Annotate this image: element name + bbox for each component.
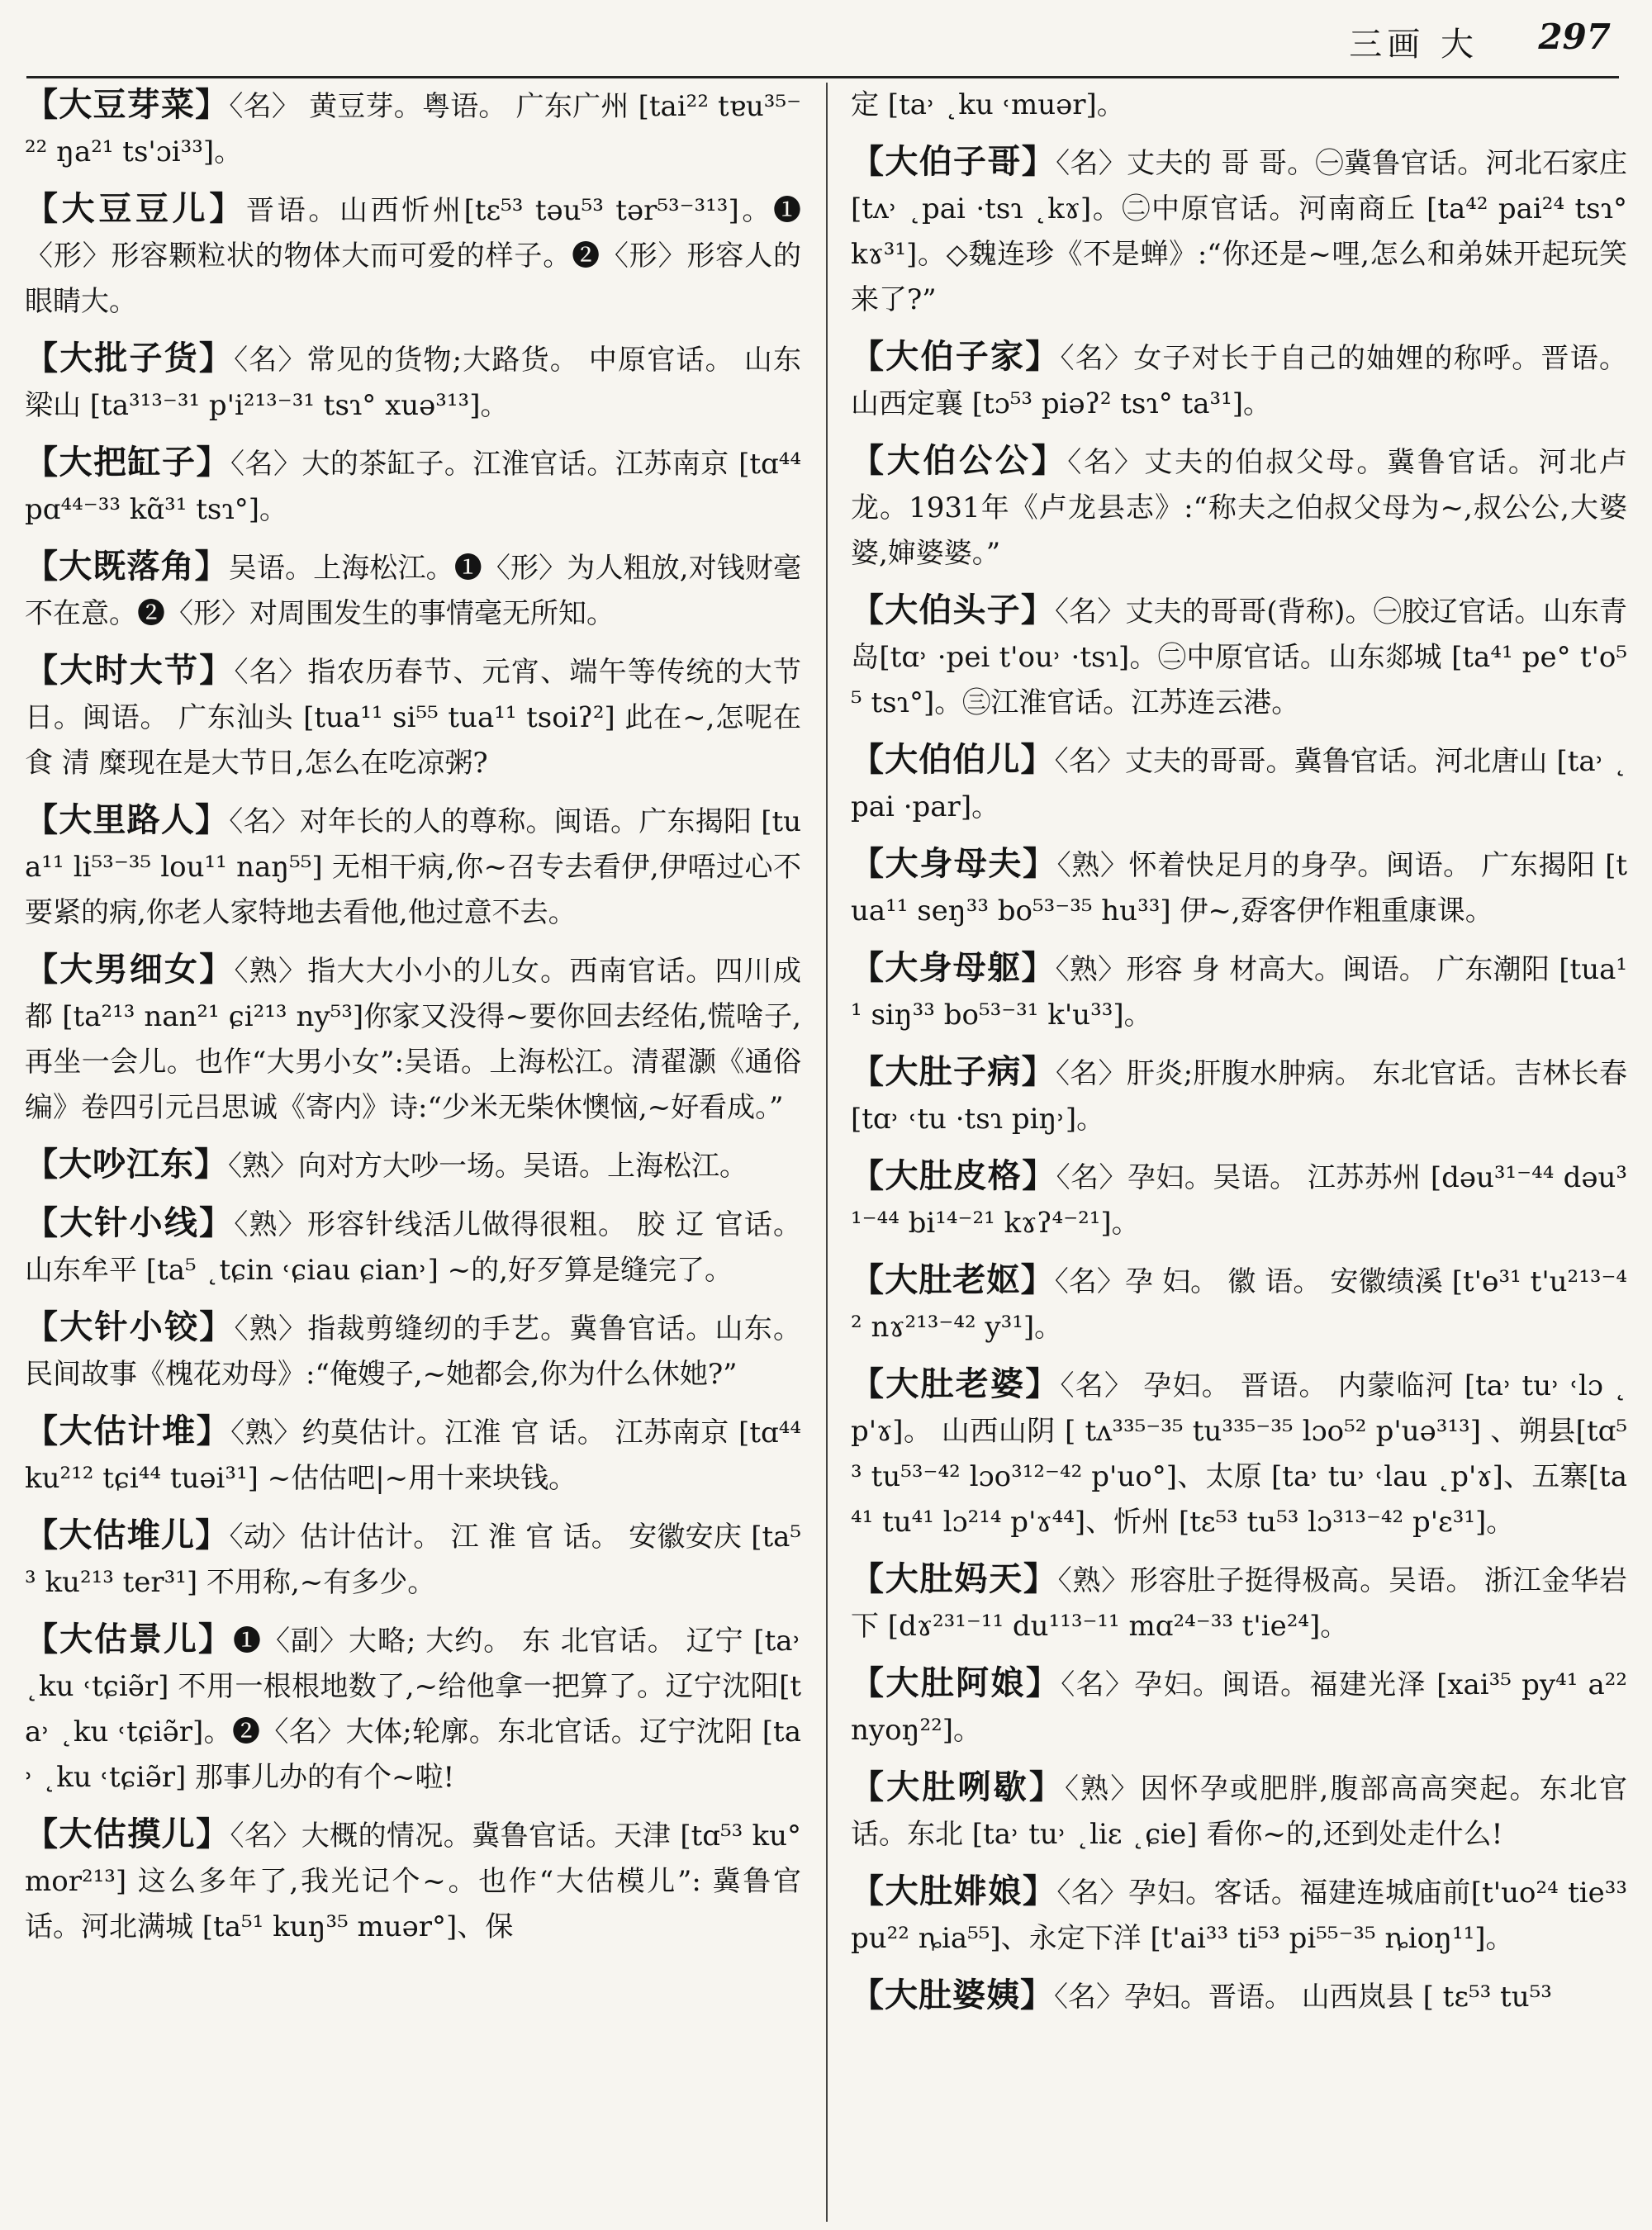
headword-text: 大估景儿 (59, 1620, 198, 1658)
entry-headword: 【大伯子家】 (851, 338, 1061, 376)
headword-text: 大里路人 (59, 801, 196, 839)
headword-text: 大伯子哥 (885, 143, 1022, 181)
entry-definition: 〈熟〉形容 身 材高大。闽语。 广东潮阳 [tua¹¹ siŋ³³ bo⁵³⁻³¹ k'u³³]。 (851, 953, 1627, 1032)
entry-headword: 【大肚婆姨】 (851, 1976, 1054, 2014)
entry-definition: 〈名〉 黄豆芽。粤语。 广东广州 [tai²² tɐu³⁵⁻²² ŋa²¹ ts'ɔi³³]。 (25, 90, 801, 168)
dictionary-entry (25, 544, 801, 637)
right-column (851, 83, 1627, 2222)
headword-text: 大身母躯 (885, 949, 1022, 987)
entry-headword: 【大伯公公】 (851, 442, 1068, 480)
dictionary-entry (851, 334, 1627, 427)
entry-definition: 〈熟〉形容针线活儿做得很粗。 胶 辽 官话。山东牟平 [ta⁵ ˛tɕin ˓ɕiau ɕian˒] ~的,好歹算是缝完了。 (25, 1208, 801, 1287)
headword-text: 大豆豆儿 (61, 190, 210, 228)
page-number: 297 (1538, 17, 1611, 57)
entry-headword: 【大估堆儿】 (25, 1516, 230, 1554)
entry-definition: 定 [ta˒ ˛ku ˓muər]。 (851, 88, 1125, 121)
entry-headword: 【大豆芽菜】 (25, 86, 230, 124)
entry-headword: 【大肚老婆】 (851, 1365, 1061, 1403)
headword-text: 大肚阿娘 (885, 1664, 1026, 1702)
headword-text: 大吵江东 (59, 1146, 194, 1184)
headword-text: 大肚皮格 (885, 1157, 1023, 1195)
entry-definition: ❶〈副〉大略; 大约。 东 北官话。 辽宁 [ta˒ ˛ku ˓tɕiə̃r] 不用一根根地数了,~给他拿一把算了。辽宁沈阳[ta˒ ˛ku ˓tɕiə̃r]。❷〈名〉大体;轮廓。东北官话。辽宁沈阳 [ta˒ ˛ku ˓tɕiə̃r] 那事儿办的有个~啦! (25, 1625, 801, 1794)
dictionary-entry (25, 1812, 801, 1950)
entry-headword: 【大针小铰】 (25, 1308, 235, 1346)
dictionary-entry (25, 1409, 801, 1502)
headword-text: 大豆芽菜 (59, 86, 196, 124)
dictionary-entry (851, 439, 1627, 576)
dictionary-entry (851, 588, 1627, 726)
entry-headword: 【大伯头子】 (851, 591, 1056, 629)
entry-headword: 【大豆豆儿】 (25, 190, 246, 228)
headword-text: 大估摸儿 (59, 1815, 197, 1853)
headword-text: 大伯伯儿 (885, 741, 1021, 779)
entry-definition: 〈名〉女子对长于自己的妯娌的称呼。晋语。山西定襄 [tɔ⁵³ piəʔ² tsɿ° ta³¹]。 (851, 342, 1627, 420)
entry-definition: 〈名〉丈夫的哥哥(背称)。㊀胶辽官话。山东青岛[tɑ˒ ·pei t'ou˒ ·tsɿ]。㊁中原官话。山东郯城 [ta⁴¹ pe° t'o⁵⁵ tsɿ°]。㊂江淮官话。江苏连云港。 (851, 595, 1627, 719)
headword-text: 大肚子病 (885, 1053, 1022, 1091)
entry-definition: 吴语。上海松江。❶〈形〉为人粗放,对钱财毫不在意。❷〈形〉对周围发生的事情毫无所知。 (25, 552, 801, 630)
entry-headword: 【大伯伯儿】 (851, 741, 1055, 779)
entry-headword: 【大肚皮格】 (851, 1157, 1056, 1195)
entry-headword: 【大估计堆】 (25, 1412, 231, 1450)
headword-text: 大批子货 (59, 339, 199, 377)
entry-definition: 〈动〉估计估计。 江 淮 官 话。 安徽安庆 [ta⁵³ ku²¹³ ter³¹] 不用称,~有多少。 (25, 1521, 801, 1599)
entry-definition: 〈熟〉向对方大吵一场。吴语。上海松江。 (228, 1150, 748, 1183)
headword-text: 大把缸子 (59, 444, 197, 482)
entry-definition: 〈熟〉形容肚子挺得极高。吴语。 浙江金华岩下 [dɤ²³¹⁻¹¹ du¹¹³⁻¹¹ mɑ²⁴⁻³³ t'ie²⁴]。 (851, 1564, 1627, 1643)
entry-definition: 晋语。山西忻州[tɛ⁵³ təu⁵³ tər⁵³⁻³¹³]。❶〈形〉形容颗粒状的物体大而可爱的样子。❷〈形〉形容人的眼睛大。 (25, 194, 801, 318)
entry-definition: 〈熟〉指裁剪缝纫的手艺。冀鲁官话。山东。民间故事《槐花劝母》:“俺嫂子,~她都会,你为什么休她?” (25, 1312, 801, 1391)
dictionary-entry (851, 1362, 1627, 1545)
dictionary-entry (25, 648, 801, 786)
dictionary-entry (851, 842, 1627, 934)
entry-headword: 【大身母躯】 (851, 949, 1056, 987)
headword-text: 大肚老婆 (885, 1365, 1026, 1403)
headword-text: 大男细女 (59, 951, 200, 989)
entry-definition: 〈名〉孕妇。吴语。 江苏苏州 [dəu³¹⁻⁴⁴ dəu³¹⁻⁴⁴ bi¹⁴⁻²¹ kɤʔ⁴⁻²¹]。 (851, 1161, 1627, 1240)
dictionary-entry (25, 83, 801, 175)
entry-headword: 【大肚咧歇】 (851, 1768, 1066, 1806)
entry-headword: 【大时大节】 (25, 652, 235, 690)
entry-headword: 【大里路人】 (25, 801, 230, 839)
dictionary-entry (851, 83, 1627, 128)
dictionary-entry (851, 1869, 1627, 1962)
entry-definition: 〈名〉肝炎;肝腹水肿病。 东北官话。吉林长春[tɑ˒ ˓tu ·tsɿ piŋ˒]。 (851, 1057, 1627, 1136)
headword-text: 大肚婆姨 (885, 1976, 1020, 2014)
dictionary-entry (25, 1617, 801, 1801)
entry-headword: 【大针小线】 (25, 1204, 235, 1242)
entry-definition: 〈名〉大概的情况。冀鲁官话。天津 [tɑ⁵³ ku° mor²¹³] 这么多年了,我光记个~。也作“大估模儿”: 冀鲁官话。河北满城 [ta⁵¹ kuŋ³⁵ muər°]、保 (25, 1820, 801, 1943)
entry-definition: 〈熟〉指大大小小的儿女。西南官话。四川成都 [ta²¹³ nan²¹ ɕi²¹³ ny⁵³]你家又没得~要你回去经佑,慌啥子,再坐一会儿。也作“大男小女”:吴语。上海松江。清翟灏《通俗编》卷四引元吕思诚《寄内》诗:“少米无柴休懊恼,~好看成。” (25, 955, 801, 1124)
entry-definition: 〈名〉孕妇。闽语。福建光泽 [xai³⁵ py⁴¹ a²² nyoŋ²²]。 (851, 1668, 1627, 1747)
entry-definition: 〈名〉孕妇。晋语。 山西岚县 [ tɛ⁵³ tu⁵³ (1054, 1981, 1552, 2014)
headword-text: 大肚妈天 (885, 1560, 1023, 1598)
dictionary-entry (25, 1513, 801, 1606)
entry-headword: 【大身母夫】 (851, 845, 1057, 883)
dictionary-entry (851, 946, 1627, 1038)
dictionary-entry (25, 336, 801, 429)
headword-text: 大时大节 (59, 652, 200, 690)
dictionary-entry (25, 187, 801, 325)
entry-definition: 〈名〉丈夫的哥哥。冀鲁官话。河北唐山 [ta˒ ˛pai ·par]。 (851, 745, 1627, 823)
entry-definition: 〈熟〉因怀孕或肥胖,腹部高高突起。东北官话。东北 [ta˒ tu˒ ˛liɛ ˛ɕie] 看你~的,还到处走什么! (851, 1772, 1627, 1851)
headword-text: 大伯头子 (885, 591, 1021, 629)
left-column (25, 83, 801, 2222)
headword-text: 大身母夫 (885, 845, 1023, 883)
entry-headword: 【大肚阿娘】 (851, 1664, 1061, 1702)
entry-definition: 〈名〉 孕妇。 晋语。 内蒙临河 [ta˒ tu˒ ˓lɔ ˛p'ɤ]。 山西山阴 [ tʌ³³⁵⁻³⁵ tu³³⁵⁻³⁵ lɔo⁵² p'uə³¹³] 、朔县[tɑ⁵³ tu⁵³⁻⁴² lɔo³¹²⁻⁴² p'uo°]、太原 [ta˒ tu˒ ˓lau ˛p'ɤ]、五寨[ta⁴¹ tu⁴¹ lɔ²¹⁴ p'ɤ⁴⁴]、忻州 [tɛ⁵³ tu⁵³ lɔ³¹³⁻⁴² p'ɛ³¹]。 (851, 1369, 1627, 1539)
dictionary-entry (851, 738, 1627, 830)
headword-text: 大肚婔娘 (885, 1872, 1023, 1910)
section-title: 三画 大 (1349, 26, 1479, 64)
dictionary-entry (25, 798, 801, 936)
headword-text: 大估计堆 (59, 1412, 197, 1450)
headword-text: 大肚老妪 (885, 1261, 1021, 1299)
dictionary-entry (851, 140, 1627, 323)
page-header (0, 0, 1652, 76)
headword-text: 大估堆儿 (59, 1516, 196, 1554)
entry-definition: 〈名〉对年长的人的尊称。闽语。广东揭阳 [tua¹¹ li⁵³⁻³⁵ lou¹¹ naŋ⁵⁵] 无相干病,你~召专去看伊,伊唔过心不要紧的病,你老人家特地去看他,他过意不去。 (25, 805, 801, 929)
entry-headword: 【大估摸儿】 (25, 1815, 230, 1853)
entry-definition: 〈熟〉怀着快足月的身孕。闽语。 广东揭阳 [tua¹¹ seŋ³³ bo⁵³⁻³⁵ hu³³] 伊~,孬客伊作粗重康课。 (851, 849, 1627, 928)
entry-headword: 【大批子货】 (25, 339, 235, 377)
header-rule (26, 76, 1619, 78)
entry-headword: 【大把缸子】 (25, 444, 230, 482)
headword-text: 大伯子家 (885, 338, 1026, 376)
entry-headword: 【大伯子哥】 (851, 143, 1056, 181)
entry-definition: 〈名〉丈夫的 哥 哥。㊀冀鲁官话。河北石家庄 [tʌ˒ ˛pai ·tsɿ ˛kɤ]。㊁中原官话。河南商丘 [ta⁴² pai²⁴ tsɿ° kɤ³¹]。◇魏连珍《不是蝉》:“你还是~哩,怎么和弟妹开起玩笑来了?” (851, 147, 1627, 316)
dictionary-entry (25, 1201, 801, 1293)
entry-definition: 〈名〉丈夫的伯叔父母。冀鲁官话。河北卢龙。1931年《卢龙县志》:“称夫之伯叔父母为~,叔公公,大婆婆,婶婆婆。” (851, 446, 1627, 570)
entry-definition: 〈名〉大的茶缸子。江淮官话。江苏南京 [tɑ⁴⁴ pɑ⁴⁴⁻³³ kɑ̃³¹ tsɿ°]。 (25, 448, 801, 526)
entry-headword: 【大肚婔娘】 (851, 1872, 1057, 1910)
dictionary-entry (851, 1661, 1627, 1753)
headword-text: 大伯公公 (886, 442, 1032, 480)
dictionary-entry (851, 1765, 1627, 1858)
dictionary-entry (851, 1258, 1627, 1350)
dictionary-entry (25, 1142, 801, 1189)
dictionary-entry (851, 1050, 1627, 1142)
entry-headword: 【大肚老妪】 (851, 1261, 1055, 1299)
entry-headword: 【大既落角】 (25, 548, 229, 586)
entry-headword: 【大肚妈天】 (851, 1560, 1058, 1598)
dictionary-entry (25, 1305, 801, 1397)
dictionary-entry (25, 440, 801, 533)
dictionary-entry (851, 1557, 1627, 1649)
entry-headword: 【大男细女】 (25, 951, 235, 989)
entry-definition: 〈名〉常见的货物;大路货。 中原官话。 山东梁山 [ta³¹³⁻³¹ p'i²¹³⁻³¹ tsɿ° xuə³¹³]。 (25, 344, 801, 422)
entry-definition: 〈名〉指农历春节、元宵、端午等传统的大节日。闽语。 广东汕头 [tua¹¹ si⁵⁵ tua¹¹ tsoiʔ²] 此在~,怎呢在 食 清 糜现在是大节日,怎么在吃凉粥? (25, 656, 801, 780)
headword-text: 大肚咧歇 (886, 1768, 1029, 1806)
column-divider (826, 83, 828, 2222)
entry-headword: 【大吵江东】 (25, 1146, 228, 1184)
headword-text: 大针小铰 (59, 1308, 200, 1346)
entry-definition: 〈名〉孕妇。客话。福建连城庙前[t'uo²⁴ tie³³ pu²² ȵia⁵⁵]、永定下洋 [t'ai³³ ti⁵³ pi⁵⁵⁻³⁵ ȵioŋ¹¹]。 (851, 1877, 1627, 1955)
entry-definition: 〈名〉孕 妇。 徽 语。 安徽绩溪 [t'ɵ³¹ t'u²¹³⁻⁴² nɤ²¹³⁻⁴² y³¹]。 (851, 1265, 1627, 1344)
dictionary-entry (851, 1154, 1627, 1246)
dictionary-entry (851, 1973, 1627, 2020)
headword-text: 大既落角 (59, 548, 195, 586)
entry-definition: 〈熟〉约莫估计。江淮 官 话。 江苏南京 [tɑ⁴⁴ ku²¹² tɕi⁴⁴ tuəi³¹] ~估估吧|~用十来块钱。 (25, 1416, 801, 1495)
entry-headword: 【大肚子病】 (851, 1053, 1056, 1091)
dictionary-entry (25, 947, 801, 1131)
entry-headword: 【大估景儿】 (25, 1620, 233, 1658)
headword-text: 大针小线 (59, 1204, 200, 1242)
